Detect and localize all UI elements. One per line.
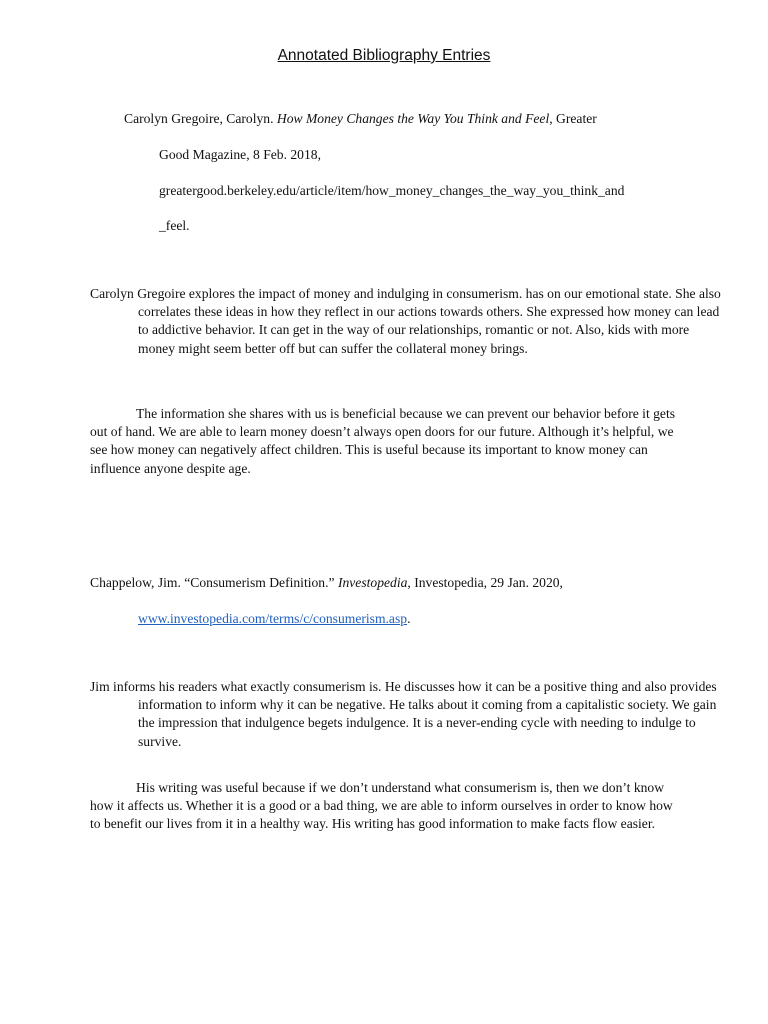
annotation-2-evaluation: His writing was useful because if we don’t understand what consumerism is, then we don’t know how it affects us. Whether it is a good or a bad thing, we are able to inform ourselves in order to know how to benefit our lives from it in a healthy way. His writing has good information to make facts flow easier. xyxy=(90,780,673,832)
annotation-1-summary: Carolyn Gregoire explores the impact of money and indulging in consumerism. has on our emotional state. She also correlates these ideas in how they reflect in our actions towards others. She expressed how money can lead to addictive behavior. It can get in the way of our relationships, romantic or not. Also, kids with more money might seem better off but can suffer the collateral money brings. xyxy=(90,286,721,356)
citation-1-url: greatergood.berkeley.edu/article/item/how_money_changes_the_way_you_think_and xyxy=(159,183,625,198)
citation-1-after-title: , Greater xyxy=(549,111,597,126)
annotation-1-evaluation: The information she shares with us is beneficial because we can prevent our behavior before it gets out of hand. We are able to learn money doesn’t always open doors for our future. Although it’s helpful, we see how money can negatively affect children. This is useful because its important to know money can influence anyone despite age. xyxy=(90,406,676,476)
citation-2-url-period: . xyxy=(407,611,411,626)
citation-2-after-publication: , Investopedia, 29 Jan. 2020, xyxy=(407,575,563,590)
citation-2-publication: Investopedia xyxy=(337,575,408,590)
citation-1-url-end: _feel. xyxy=(159,218,190,233)
citation-1-line-1 xyxy=(124,110,597,128)
citation-2-line-2 xyxy=(138,610,410,628)
citation-2-author: Chappelow, Jim. “Consumerism Definition.” xyxy=(90,575,338,590)
citation-1-line-2: Good Magazine, 8 Feb. 2018, xyxy=(159,147,321,162)
annotation-2-summary: Jim informs his readers what exactly consumerism is. He discusses how it can be a positive thing and also provides information to inform why it can be negative. He talks about it coming from a capitalistic society. We gain the impression that indulgence begets indulgence. It is a never-ending cycle with needing to indulge to survive. xyxy=(90,679,717,749)
citation-1-work-title: How Money Changes the Way You Think and Feel xyxy=(276,111,550,126)
citation-2-url-link[interactable]: www.investopedia.com/terms/c/consumerism.asp xyxy=(138,611,408,626)
citation-2-line-1 xyxy=(90,574,563,592)
citation-1-author: Carolyn Gregoire, Carolyn. xyxy=(124,111,277,126)
page-title: Annotated Bibliography Entries xyxy=(277,47,491,64)
